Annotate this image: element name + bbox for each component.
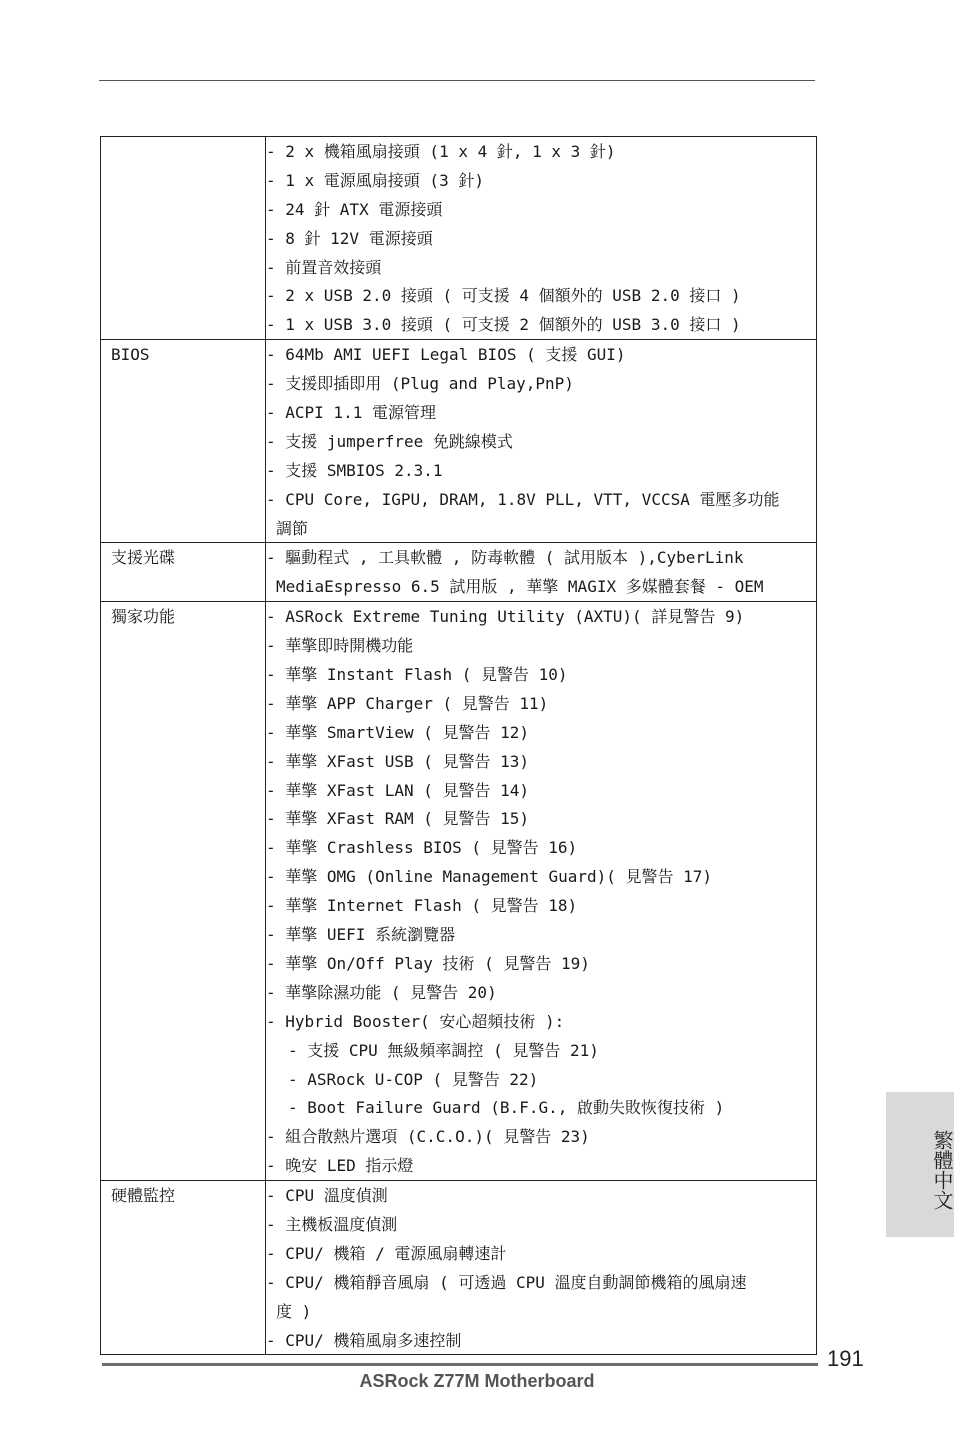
spec-item: - CPU 溫度偵測 xyxy=(266,1186,388,1206)
spec-item: - 前置音效接頭 xyxy=(266,257,382,277)
spec-item: - 華擎 APP Charger ( 見警告 11) xyxy=(266,693,549,713)
spec-item: - 華擎 XFast LAN ( 見警告 14) xyxy=(266,780,530,800)
spec-item: - ASRock U-COP ( 見警告 22) xyxy=(288,1069,539,1089)
spec-item: - 2 x USB 2.0 接頭 ( 可支援 4 個額外的 USB 2.0 接口 ) xyxy=(266,286,741,306)
spec-content-cell xyxy=(266,1181,817,1355)
spec-item: MediaEspresso 6.5 試用版 , 華擎 MAGIX 多媒體套餐 - OEM xyxy=(276,577,764,597)
spec-row xyxy=(101,1181,817,1355)
spec-label-cell xyxy=(101,137,266,340)
spec-item: - 支援 CPU 無級頻率調控 ( 見警告 21) xyxy=(288,1040,599,1060)
spec-label-cell xyxy=(101,1181,266,1355)
spec-content-cell xyxy=(266,340,817,543)
top-rule xyxy=(99,80,815,81)
spec-item: - 華擎 XFast USB ( 見警告 13) xyxy=(266,751,530,771)
spec-table-body xyxy=(101,137,817,1355)
spec-label xyxy=(101,137,265,166)
spec-item: - 華擎 Instant Flash ( 見警告 10) xyxy=(266,665,568,685)
spec-row xyxy=(101,137,817,340)
spec-item: - 主機板溫度偵測 xyxy=(266,1214,398,1234)
spec-item: - 華擎除濕功能 ( 見警告 20) xyxy=(266,982,497,1002)
language-tab xyxy=(886,1092,954,1237)
spec-content-cell xyxy=(266,602,817,1181)
spec-content-cell xyxy=(266,543,817,602)
spec-item: - 支援即插即用 (Plug and Play,PnP) xyxy=(266,374,574,394)
spec-label: 支援光碟 xyxy=(111,548,176,568)
spec-item: - 8 針 12V 電源接頭 xyxy=(266,228,433,248)
spec-label-cell xyxy=(101,340,266,543)
spec-label-cell xyxy=(101,543,266,602)
spec-row xyxy=(101,543,817,602)
spec-item: - 支援 jumperfree 免跳線模式 xyxy=(266,431,513,451)
spec-item: - 華擎即時開機功能 xyxy=(266,636,414,656)
spec-item: - CPU Core, IGPU, DRAM, 1.8V PLL, VTT, VCCSA 電壓多功能 xyxy=(266,489,780,509)
spec-label: 硬體監控 xyxy=(111,1186,176,1206)
spec-content-cell xyxy=(266,137,817,340)
spec-row xyxy=(101,340,817,543)
spec-item: - CPU/ 機箱風扇多速控制 xyxy=(266,1330,462,1350)
spec-item: - Boot Failure Guard (B.F.G., 啟動失敗恢復技術 ) xyxy=(288,1098,725,1118)
spec-item: - 華擎 UEFI 系統瀏覽器 xyxy=(266,925,456,945)
spec-item: - CPU/ 機箱 / 電源風扇轉速計 xyxy=(266,1243,507,1263)
spec-item: - Hybrid Booster( 安心超頻技術 ): xyxy=(266,1011,565,1031)
spec-label: BIOS xyxy=(111,345,150,365)
spec-row xyxy=(101,602,817,1181)
spec-item: - 1 x USB 3.0 接頭 ( 可支援 2 個額外的 USB 3.0 接口 ) xyxy=(266,315,741,335)
spec-item: - CPU/ 機箱靜音風扇 ( 可透過 CPU 溫度自動調節機箱的風扇速 xyxy=(266,1272,747,1292)
spec-item: - 1 x 電源風扇接頭 (3 針) xyxy=(266,170,484,190)
spec-item: - 華擎 XFast RAM ( 見警告 15) xyxy=(266,809,530,829)
spec-item: - ACPI 1.1 電源管理 xyxy=(266,403,436,423)
spec-item: - 華擎 Internet Flash ( 見警告 18) xyxy=(266,896,578,916)
page-number: 191 xyxy=(827,1346,864,1371)
spec-item: - 24 針 ATX 電源接頭 xyxy=(266,199,443,219)
footer-title: ASRock Z77M Motherboard xyxy=(359,1371,595,1391)
spec-item: - 組合散熱片選項 (C.C.O.)( 見警告 23) xyxy=(266,1127,590,1147)
spec-item: - 晚安 LED 指示燈 xyxy=(266,1156,414,1176)
spec-item: - 華擎 SmartView ( 見警告 12) xyxy=(266,722,530,742)
spec-item: - 驅動程式 , 工具軟體 , 防毒軟體 ( 試用版本 ),CyberLink xyxy=(266,548,744,568)
spec-item: - ASRock Extreme Tuning Utility (AXTU)( 詳見警告 9) xyxy=(266,607,745,627)
spec-item: - 2 x 機箱風扇接頭 (1 x 4 針, 1 x 3 針) xyxy=(266,142,616,161)
spec-item: - 華擎 On/Off Play 技術 ( 見警告 19) xyxy=(266,953,590,973)
footer-rule xyxy=(102,1363,818,1366)
spec-item: 調節 xyxy=(276,518,309,538)
spec-item: - 華擎 OMG (Online Management Guard)( 見警告 17) xyxy=(266,867,713,887)
spec-table xyxy=(100,136,817,1355)
spec-label: 獨家功能 xyxy=(111,607,176,627)
spec-item: 度 ) xyxy=(276,1301,312,1321)
spec-item: - 華擎 Crashless BIOS ( 見警告 16) xyxy=(266,838,578,858)
language-tab-label: 繁體中文 xyxy=(930,1130,954,1210)
spec-label-cell xyxy=(101,602,266,1181)
spec-item: - 支援 SMBIOS 2.3.1 xyxy=(266,460,443,480)
spec-item: - 64Mb AMI UEFI Legal BIOS ( 支援 GUI) xyxy=(266,345,626,365)
